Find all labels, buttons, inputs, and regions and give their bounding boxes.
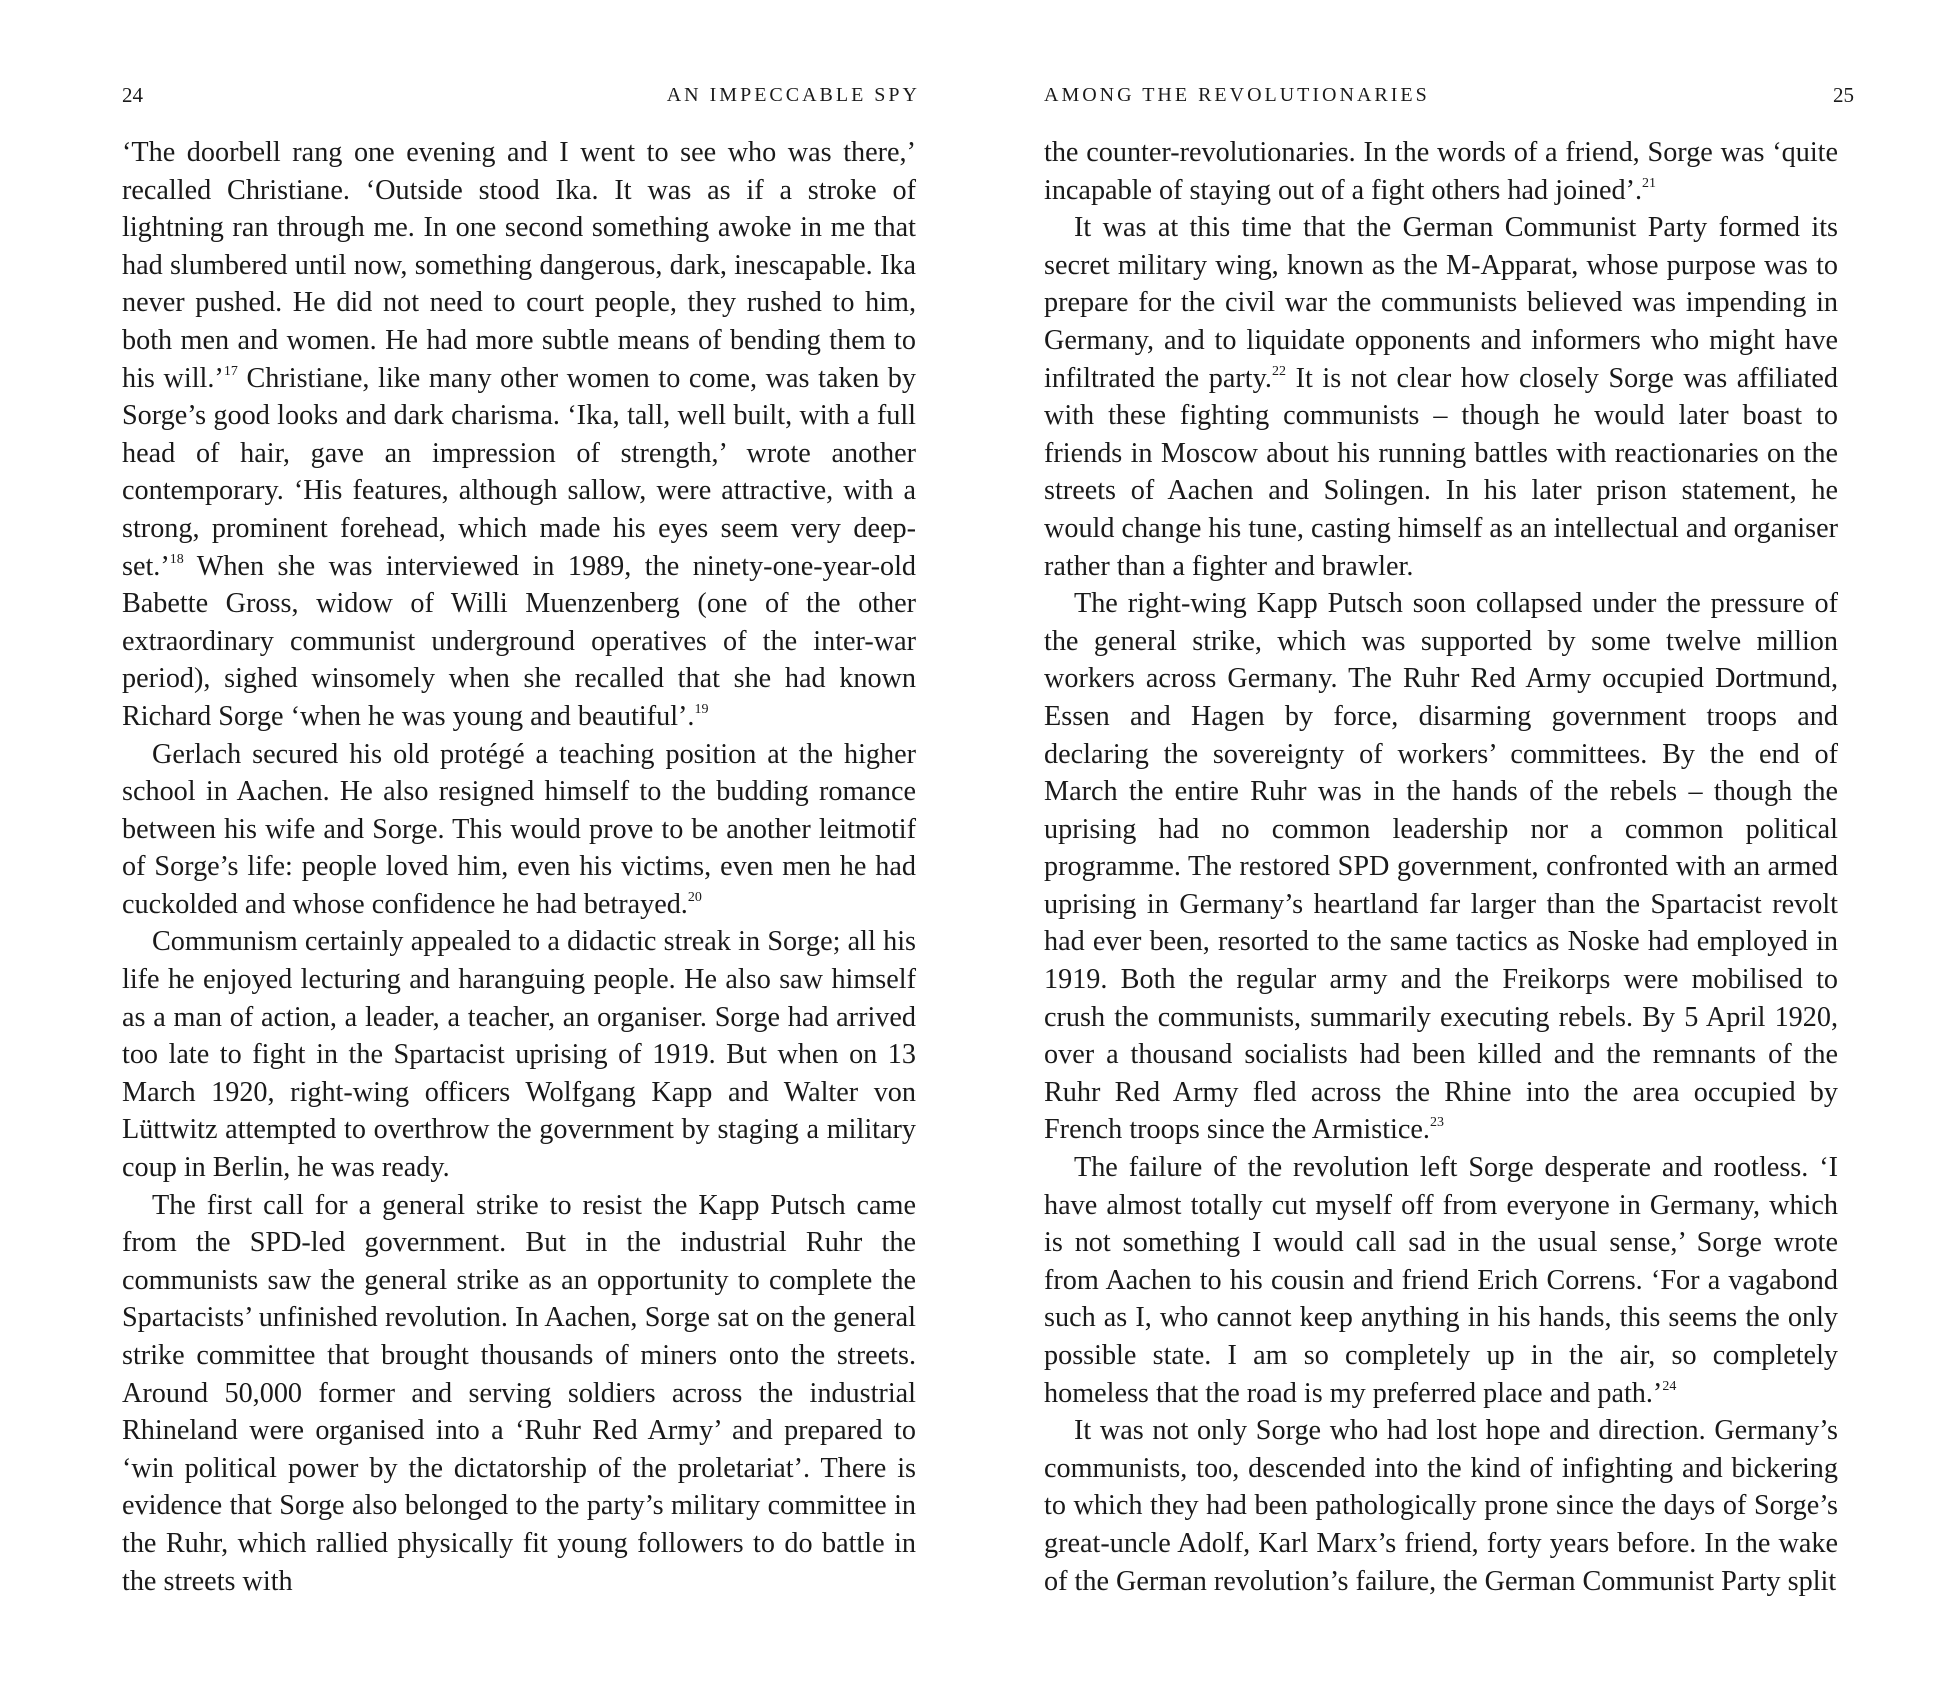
text-run: the counter-revolutionaries. In the words of a friend, Sorge was ‘quite incapable of staying out of a fight others had joined’.	[1044, 137, 1838, 206]
text-run: ‘The doorbell rang one evening and I went to see who was there,’ recalled Christiane. ‘Outside stood Ika. It was as if a stroke of lightning ran through me. In one second something awoke in me that had slumbered until now, something dangerous, dark, inescapable. Ika never pushed. He did not need to court people, they rushed to him, both men and women. He had more subtle means of bending them to his will.’	[122, 137, 916, 394]
running-head: AMONG THE REVOLUTIONARIES	[1044, 84, 1430, 106]
footnote-ref: 18	[169, 551, 184, 567]
footnote-ref: 19	[694, 701, 709, 717]
footnote-ref: 23	[1429, 1115, 1444, 1131]
page-number: 25	[1833, 83, 1854, 107]
right-page	[972, 0, 1944, 1696]
paragraph	[122, 923, 916, 1186]
footnote-ref: 24	[1662, 1378, 1677, 1394]
body-text	[1044, 134, 1838, 1600]
text-run: When she was interviewed in 1989, the ninety-one-year-old Babette Gross, widow of Willi Muenzenberg (one of the other extraordinary communist underground operatives of the inter-war period), sighed winsomely when she recalled that she had known Richard Sorge ‘when he was young and beautiful’.	[122, 550, 916, 732]
paragraph	[1044, 1149, 1838, 1412]
text-run: Gerlach secured his old protégé a teaching position at the higher school in Aachen. He also resigned himself to the budding romance between his wife and Sorge. This would prove to be another leitmotif of Sorge’s life: people loved him, even his victims, even men he had cuckolded and whose confidence he had betrayed.	[122, 738, 916, 920]
paragraph	[122, 1187, 916, 1601]
running-head: AN IMPECCABLE SPY	[666, 84, 920, 106]
text-run: It is not clear how closely Sorge was affiliated with these fighting communists – though he would later boast to friends in Moscow about his running battles with reactionaries on the streets of Aachen and Solingen. In his later prison statement, he would change his tune, casting himself as an intellectual and organiser rather than a fighter and brawler.	[1044, 362, 1838, 582]
footnote-ref: 22	[1271, 363, 1286, 379]
paragraph	[1044, 134, 1838, 209]
paragraph	[122, 736, 916, 924]
body-text	[122, 134, 916, 1600]
text-run: It was at this time that the German Communist Party formed its secret military wing, known as the M-Apparat, whose purpose was to prepare for the civil war the communists believed was impending in Germany, and to liquidate opponents and informers who might have infiltrated the party.	[1044, 212, 1838, 394]
text-run: The first call for a general strike to resist the Kapp Putsch came from the SPD-led government. But in the industrial Ruhr the communists saw the general strike as an opportunity to complete the Spartacists’ unfinished revolution. In Aachen, Sorge sat on the general strike committee that brought thousands of miners onto the streets. Around 50,000 former and serving soldiers across the industrial Rhineland were organised into a ‘Ruhr Red Army’ and prepared to ‘win political power by the dictatorship of the proletariat’. There is evidence that Sorge also belonged to the party’s military committee in the Ruhr, which rallied physically fit young followers to do battle in the streets with	[122, 1189, 916, 1597]
text-run: The right-wing Kapp Putsch soon collapsed under the pressure of the general strike, which was supported by some twelve million workers across Germany. The Ruhr Red Army occupied Dortmund, Essen and Hagen by force, disarming government troops and declaring the sovereignty of workers’ committees. By the end of March the entire Ruhr was in the hands of the rebels – though the uprising had no common leadership nor a common political programme. The restored SPD government, confronted with an armed uprising in Germany’s heartland far larger than the Spartacist revolt had ever been, resorted to the same tactics as Noske had employed in 1919. Both the regular army and the Freikorps were mobilised to crush the communists, summarily executing rebels. By 5 April 1920, over a thousand socialists had been killed and the remnants of the Ruhr Red Army fled across the Rhine into the area occupied by French troops since the Armistice.	[1044, 588, 1838, 1146]
footnote-ref: 21	[1642, 175, 1657, 191]
text-run: Communism certainly appealed to a didactic streak in Sorge; all his life he enjoyed lecturing and haranguing people. He also saw himself as a man of action, a leader, a teacher, an organiser. Sorge had arrived too late to fight in the Spartacist uprising of 1919. But when on 13 March 1920, right-wing officers Wolfgang Kapp and Walter von Lüttwitz attempted to overthrow the government by staging a military coup in Berlin, he was ready.	[122, 926, 916, 1184]
text-run: The failure of the revolution left Sorge desperate and rootless. ‘I have almost totally cut myself off from everyone in Germany, which is not something I would call sad in the usual sense,’ Sorge wrote from Aachen to his cousin and friend Erich Correns. ‘For a vagabond such as I, who cannot keep anything in his hands, this seems the only possible state. I am so completely up in the air, so completely homeless that the road is my preferred place and path.’	[1044, 1152, 1838, 1409]
paragraph	[1044, 1412, 1838, 1600]
text-run: It was not only Sorge who had lost hope and direction. Germany’s communists, too, descended into the kind of infighting and bickering to which they had been pathologically prone since the days of Sorge’s great-uncle Adolf, Karl Marx’s friend, forty years before. In the wake of the German revolution’s failure, the German Communist Party split	[1044, 1415, 1838, 1597]
footnote-ref: 20	[687, 889, 702, 905]
page-number: 24	[122, 83, 143, 107]
text-run: Christiane, like many other women to come, was taken by Sorge’s good looks and dark charisma. ‘Ika, tall, well built, with a full head of hair, gave an impression of strength,’ wrote another contemporary. ‘His features, although sallow, were attractive, with a strong, prominent forehead, which made his eyes seem very deep-set.’	[122, 362, 916, 582]
paragraph	[122, 134, 916, 736]
footnote-ref: 17	[223, 363, 238, 379]
paragraph	[1044, 209, 1838, 585]
paragraph	[1044, 585, 1838, 1149]
